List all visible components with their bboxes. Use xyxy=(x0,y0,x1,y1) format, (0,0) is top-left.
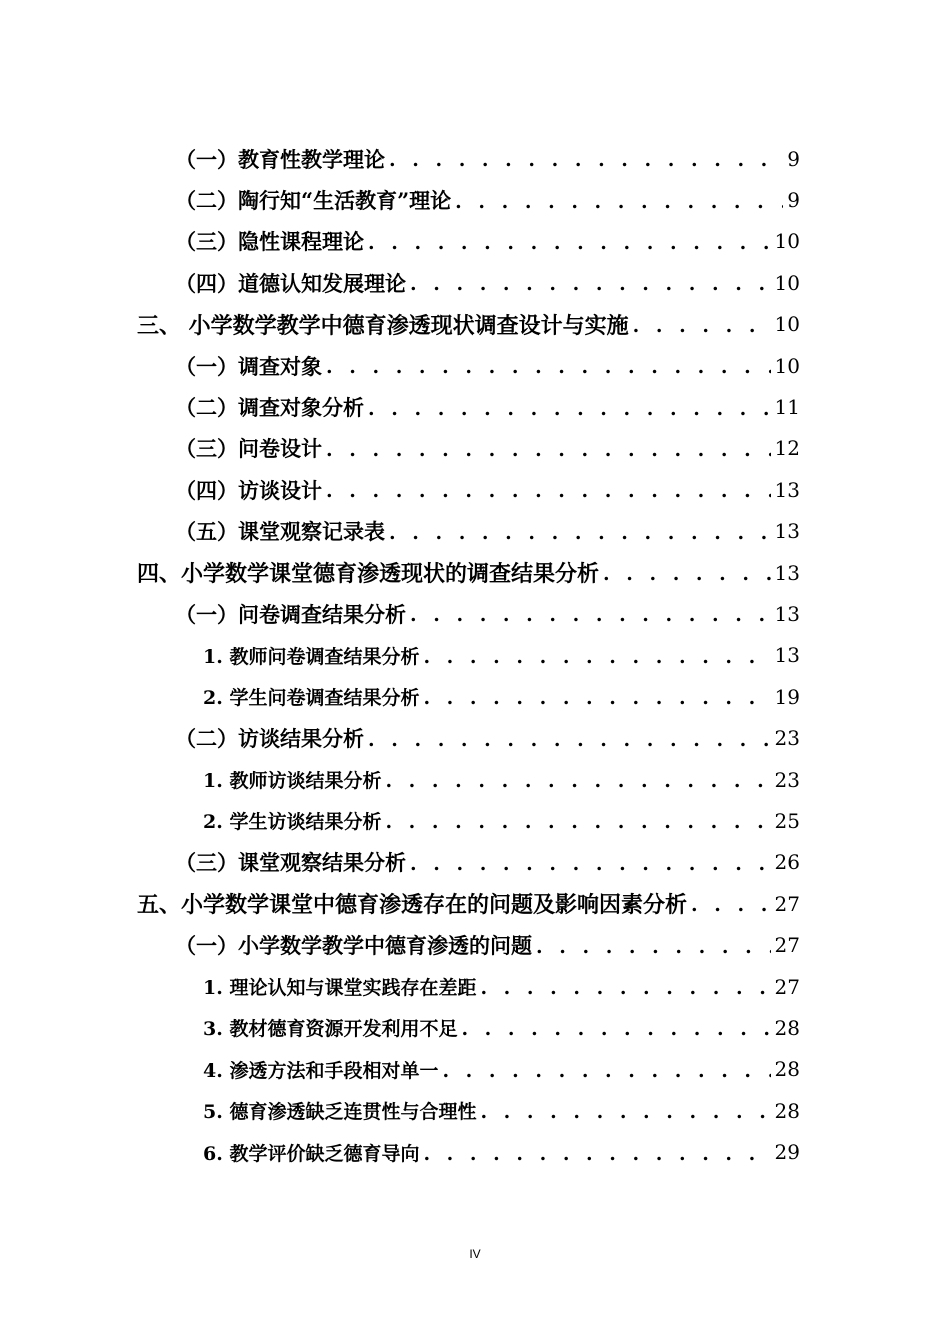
toc-leader-dots xyxy=(423,685,770,708)
toc-leader-dots xyxy=(603,561,771,584)
toc-entry[interactable] xyxy=(0,345,950,386)
toc-entry[interactable] xyxy=(0,924,950,965)
toc-entry-title: （一）教育性教学理论 xyxy=(175,146,385,172)
toc-entry-page: 9 xyxy=(787,146,800,171)
toc-entry[interactable] xyxy=(0,138,950,179)
toc-subentry[interactable] xyxy=(0,1007,950,1048)
toc-entry-title: 五、小学数学课堂中德育渗透存在的问题及影响因素分析 xyxy=(137,892,688,919)
toc-leader-dots xyxy=(423,644,770,667)
toc-entry-page: 13 xyxy=(774,560,800,585)
toc-entry[interactable] xyxy=(0,842,950,883)
toc-entry-page: 11 xyxy=(774,395,800,420)
toc-entry-page: 27 xyxy=(774,933,800,958)
toc-entry-title: （二）调查对象分析 xyxy=(175,395,364,421)
toc-leader-dots xyxy=(480,975,770,998)
toc-entry[interactable] xyxy=(0,593,950,634)
table-of-contents xyxy=(0,138,950,1173)
toc-entry-title: 四、小学数学课堂德育渗透现状的调查结果分析 xyxy=(137,561,600,588)
toc-entry-title: 2. 学生问卷调查结果分析 xyxy=(203,687,420,710)
toc-entry-title: 2. 学生访谈结果分析 xyxy=(203,811,382,834)
toc-leader-dots xyxy=(461,1016,770,1039)
toc-subentry[interactable] xyxy=(0,1131,950,1172)
toc-entry[interactable] xyxy=(0,262,950,303)
toc-entry-page: 23 xyxy=(774,726,800,751)
toc-entry-page: 25 xyxy=(774,808,800,833)
toc-entry[interactable] xyxy=(0,179,950,220)
toc-entry-title: 6. 教学评价缺乏德育导向 xyxy=(203,1142,420,1165)
toc-subentry[interactable] xyxy=(0,1049,950,1090)
toc-leader-dots xyxy=(326,478,771,501)
toc-entry-title: 4. 渗透方法和手段相对单一 xyxy=(203,1059,439,1082)
toc-leader-dots xyxy=(385,809,770,832)
toc-entry-title: 1. 教师访谈结果分析 xyxy=(203,770,382,793)
toc-leader-dots xyxy=(326,354,771,377)
toc-entry-page: 13 xyxy=(774,601,800,626)
toc-leader-dots xyxy=(368,727,771,750)
toc-entry-title: （一）调查对象 xyxy=(175,353,322,379)
toc-entry-page: 9 xyxy=(787,188,800,213)
toc-entry[interactable] xyxy=(0,386,950,427)
toc-leader-dots xyxy=(389,147,783,170)
toc-leader-dots xyxy=(410,602,771,625)
toc-leader-dots xyxy=(410,271,771,294)
toc-entry[interactable] xyxy=(0,717,950,758)
toc-entry-title: （一）问卷调查结果分析 xyxy=(175,601,406,627)
toc-entry-page: 27 xyxy=(774,891,800,916)
toc-leader-dots xyxy=(423,1141,770,1164)
toc-leader-dots xyxy=(368,396,771,419)
toc-subentry[interactable] xyxy=(0,635,950,676)
toc-entry-title: 3. 教材德育资源开发利用不足 xyxy=(203,1018,458,1041)
toc-entry-title: （一）小学数学教学中德育渗透的问题 xyxy=(175,933,532,959)
toc-entry-page: 23 xyxy=(774,767,800,792)
toc-leader-dots xyxy=(633,313,771,336)
toc-entry[interactable] xyxy=(0,221,950,262)
toc-entry-title: （五）课堂观察记录表 xyxy=(175,519,385,545)
toc-entry-title: （三）隐性课程理论 xyxy=(175,229,364,255)
toc-entry-page: 13 xyxy=(774,519,800,544)
toc-entry-page: 28 xyxy=(774,1098,800,1123)
toc-entry-title: （三）课堂观察结果分析 xyxy=(175,850,406,876)
toc-entry-title: 1. 理论认知与课堂实践存在差距 xyxy=(203,977,477,999)
toc-leader-dots xyxy=(480,1099,770,1122)
toc-leader-dots xyxy=(442,1058,770,1081)
toc-entry[interactable] xyxy=(0,469,950,510)
toc-leader-dots xyxy=(536,934,771,957)
toc-subentry[interactable] xyxy=(0,966,950,1007)
toc-entry-page: 10 xyxy=(774,270,800,295)
toc-subentry[interactable] xyxy=(0,759,950,800)
toc-entry-page: 13 xyxy=(774,643,800,668)
toc-entry-title: （四）访谈设计 xyxy=(175,477,322,503)
toc-entry-page: 19 xyxy=(774,684,800,709)
toc-chapter-entry[interactable] xyxy=(0,552,950,593)
toc-entry-page: 12 xyxy=(774,436,800,461)
toc-entry-title: （二）陶行知“生活教育”理论 xyxy=(175,188,452,214)
toc-subentry[interactable] xyxy=(0,800,950,841)
toc-entry-page: 29 xyxy=(774,1140,800,1165)
toc-entry-page: 13 xyxy=(774,477,800,502)
toc-entry-title: 1. 教师问卷调查结果分析 xyxy=(203,645,420,668)
toc-entry[interactable] xyxy=(0,428,950,469)
toc-leader-dots xyxy=(326,437,771,460)
toc-entry[interactable] xyxy=(0,511,950,552)
toc-chapter-entry[interactable] xyxy=(0,304,950,345)
toc-leader-dots xyxy=(368,230,771,253)
toc-leader-dots xyxy=(410,851,771,874)
toc-subentry[interactable] xyxy=(0,676,950,717)
page-number: IV xyxy=(469,1247,481,1261)
toc-leader-dots xyxy=(691,892,771,915)
toc-entry-title: 5. 德育渗透缺乏连贯性与合理性 xyxy=(203,1101,477,1124)
toc-entry-title: （二）访谈结果分析 xyxy=(175,726,364,752)
toc-entry-page: 28 xyxy=(774,1015,800,1040)
toc-entry-page: 10 xyxy=(774,229,800,254)
toc-leader-dots xyxy=(389,520,771,543)
page-number-footer xyxy=(0,1247,950,1261)
toc-entry-page: 10 xyxy=(774,353,800,378)
toc-leader-dots xyxy=(455,189,783,212)
toc-entry-title: 三、 小学数学教学中德育渗透现状调查设计与实施 xyxy=(137,312,629,339)
toc-chapter-entry[interactable] xyxy=(0,883,950,924)
toc-entry-page: 28 xyxy=(774,1057,800,1082)
toc-leader-dots xyxy=(385,768,770,791)
toc-entry-page: 26 xyxy=(774,850,800,875)
toc-subentry[interactable] xyxy=(0,1090,950,1131)
toc-entry-page: 27 xyxy=(774,974,800,999)
toc-entry-title: （四）道德认知发展理论 xyxy=(175,270,406,296)
toc-entry-title: （三）问卷设计 xyxy=(175,436,322,462)
toc-entry-page: 10 xyxy=(774,312,800,337)
